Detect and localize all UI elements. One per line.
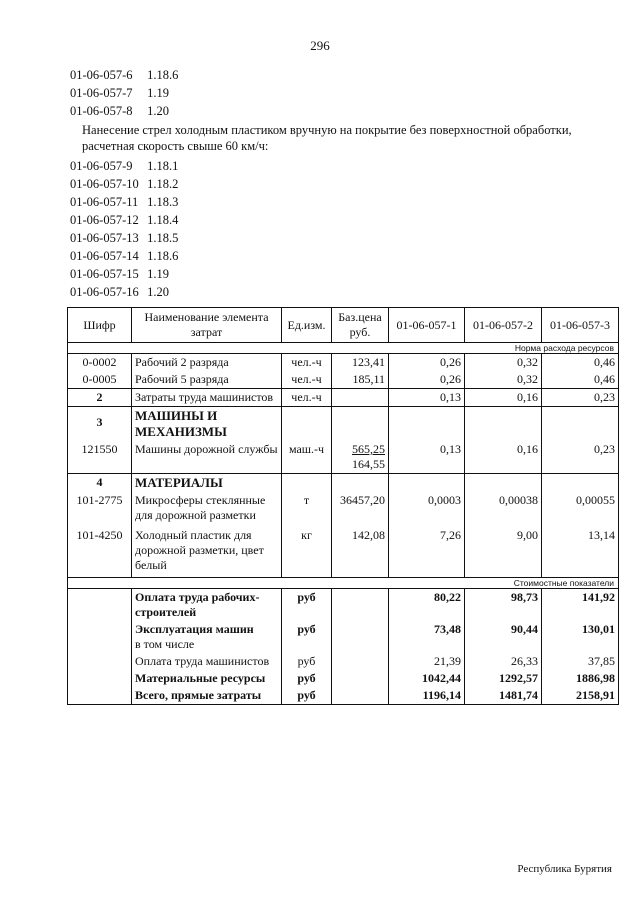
code: 01-06-057-6	[70, 68, 133, 82]
header-col-2: 01-06-057-2	[465, 308, 542, 343]
code: 01-06-057-8	[70, 104, 133, 118]
row-v3: 0,46	[542, 371, 619, 389]
cost-name: Оплата труда рабочих-строителей	[132, 589, 282, 622]
header-col-3: 01-06-057-3	[542, 308, 619, 343]
row-v3: 0,46	[542, 354, 619, 372]
row-name: Затраты труда машинистов	[132, 389, 282, 407]
code-line	[70, 229, 610, 247]
code: 01-06-057-14	[70, 249, 139, 263]
cost-v2: 26,33	[465, 653, 542, 670]
code-list	[70, 66, 610, 301]
table-row	[68, 589, 619, 622]
page-number: 296	[310, 38, 330, 53]
header-col-1: 01-06-057-1	[389, 308, 465, 343]
row-code: 121550	[68, 441, 132, 474]
row-v1: 0,26	[389, 354, 465, 372]
row-price-main: 565,25	[352, 442, 385, 456]
cost-unit: руб	[282, 670, 332, 687]
code: 01-06-057-10	[70, 177, 139, 191]
row-code: 0-0005	[68, 371, 132, 389]
group-code: 3	[68, 407, 132, 442]
cost-unit: руб	[282, 589, 332, 622]
cost-v1: 1042,44	[389, 670, 465, 687]
row-v2: 0,32	[465, 354, 542, 372]
resource-table	[67, 307, 619, 705]
row-price: 185,11	[332, 371, 389, 389]
row-name: Микросферы стеклянные для дорожной разметки	[132, 492, 282, 524]
row-unit: чел.-ч	[282, 371, 332, 389]
code: 01-06-057-11	[70, 195, 139, 209]
code-line	[70, 102, 610, 120]
row-code: 101-4250	[68, 524, 132, 578]
row-price	[332, 441, 389, 474]
code: 01-06-057-16	[70, 285, 139, 299]
code-line	[70, 283, 610, 301]
table-row	[68, 354, 619, 372]
table-header-row	[68, 308, 619, 343]
cost-name: Оплата труда машинистов	[132, 653, 282, 670]
row-v3: 13,14	[542, 524, 619, 578]
code-ref: 1.19	[147, 267, 169, 281]
header-code: Шифр	[68, 308, 132, 343]
row-v1: 7,26	[389, 524, 465, 578]
row-v3: 0,23	[542, 389, 619, 407]
row-v1: 0,13	[389, 441, 465, 474]
code-ref: 1.18.5	[147, 231, 179, 245]
table-row	[68, 371, 619, 389]
cost-v3: 130,01	[542, 621, 619, 653]
section-description: Нанесение стрел холодным пластиком вручную на покрытие без поверхностной обработки, расчетная скорость свыше 60 км/ч:	[82, 123, 572, 153]
row-price: 36457,20	[332, 492, 389, 524]
code-line	[70, 211, 610, 229]
section-norm-label: Норма расхода ресурсов	[68, 343, 619, 354]
row-unit: маш.-ч	[282, 441, 332, 474]
cost-v2: 1292,57	[465, 670, 542, 687]
row-unit: кг	[282, 524, 332, 578]
row-v2: 0,16	[465, 389, 542, 407]
cost-v1: 80,22	[389, 589, 465, 622]
row-price-secondary: 164,55	[352, 457, 385, 471]
table-row	[68, 441, 619, 474]
cost-v1: 1196,14	[389, 687, 465, 705]
cost-v1: 73,48	[389, 621, 465, 653]
code-ref: 1.20	[147, 285, 169, 299]
code-line	[70, 265, 610, 283]
cost-v3: 1886,98	[542, 670, 619, 687]
row-code: 0-0002	[68, 354, 132, 372]
row-code: 101-2775	[68, 492, 132, 524]
code-line	[70, 84, 610, 102]
cost-v3: 37,85	[542, 653, 619, 670]
code: 01-06-057-13	[70, 231, 139, 245]
cost-v3: 141,92	[542, 589, 619, 622]
cost-name-main: Эксплуатация машин	[135, 622, 254, 636]
code-line	[70, 157, 610, 175]
table-row	[68, 492, 619, 524]
table-row	[68, 653, 619, 670]
code: 01-06-057-9	[70, 159, 133, 173]
table-row	[68, 389, 619, 407]
code-ref: 1.20	[147, 104, 169, 118]
cost-unit: руб	[282, 687, 332, 705]
row-price	[332, 389, 389, 407]
cost-v1: 21,39	[389, 653, 465, 670]
group-name: МАШИНЫ И МЕХАНИЗМЫ	[132, 407, 282, 442]
code-ref: 1.18.6	[147, 68, 179, 82]
row-price: 142,08	[332, 524, 389, 578]
code: 01-06-057-12	[70, 213, 139, 227]
row-v2: 0,00038	[465, 492, 542, 524]
row-name: Холодный пластик для дорожной разметки, цвет белый	[132, 524, 282, 578]
row-v1: 0,26	[389, 371, 465, 389]
row-code: 2	[68, 389, 132, 407]
code-ref: 1.18.3	[147, 195, 179, 209]
row-v1: 0,13	[389, 389, 465, 407]
row-name: Рабочий 5 разряда	[132, 371, 282, 389]
cost-name	[132, 621, 282, 653]
code-ref: 1.18.1	[147, 159, 179, 173]
row-name: Рабочий 2 разряда	[132, 354, 282, 372]
row-v2: 9,00	[465, 524, 542, 578]
section-cost-label: Стоимостные показатели	[68, 578, 619, 589]
table-row	[68, 670, 619, 687]
group-code: 4	[68, 474, 132, 493]
table-row	[68, 407, 619, 442]
code-line	[70, 247, 610, 265]
code-ref: 1.19	[147, 86, 169, 100]
cost-v3: 2158,91	[542, 687, 619, 705]
cost-v2: 1481,74	[465, 687, 542, 705]
cost-name: Материальные ресурсы	[132, 670, 282, 687]
row-v3: 0,00055	[542, 492, 619, 524]
cost-unit: руб	[282, 621, 332, 653]
code: 01-06-057-7	[70, 86, 133, 100]
row-name: Машины дорожной службы	[132, 441, 282, 474]
code-ref: 1.18.6	[147, 249, 179, 263]
row-unit: чел.-ч	[282, 354, 332, 372]
table-row	[68, 474, 619, 493]
code-line	[70, 193, 610, 211]
header-price: Баз.цена руб.	[332, 308, 389, 343]
row-v2: 0,32	[465, 371, 542, 389]
table-row	[68, 524, 619, 578]
code-line	[70, 66, 610, 84]
group-name: МАТЕРИАЛЫ	[132, 474, 282, 493]
code: 01-06-057-15	[70, 267, 139, 281]
cost-v2: 90,44	[465, 621, 542, 653]
cost-name-sub: в том числе	[135, 637, 195, 651]
header-name: Наименование элемента затрат	[132, 308, 282, 343]
cost-unit: руб	[282, 653, 332, 670]
table-row	[68, 621, 619, 653]
code-line	[70, 175, 610, 193]
row-v3: 0,23	[542, 441, 619, 474]
header-unit: Ед.изм.	[282, 308, 332, 343]
row-v1: 0,0003	[389, 492, 465, 524]
row-unit: чел.-ч	[282, 389, 332, 407]
row-v2: 0,16	[465, 441, 542, 474]
code-ref: 1.18.2	[147, 177, 179, 191]
footer-region: Республика Бурятия	[517, 863, 612, 875]
table-row	[68, 687, 619, 705]
cost-name: Всего, прямые затраты	[132, 687, 282, 705]
row-price: 123,41	[332, 354, 389, 372]
code-ref: 1.18.4	[147, 213, 179, 227]
row-unit: т	[282, 492, 332, 524]
cost-v2: 98,73	[465, 589, 542, 622]
